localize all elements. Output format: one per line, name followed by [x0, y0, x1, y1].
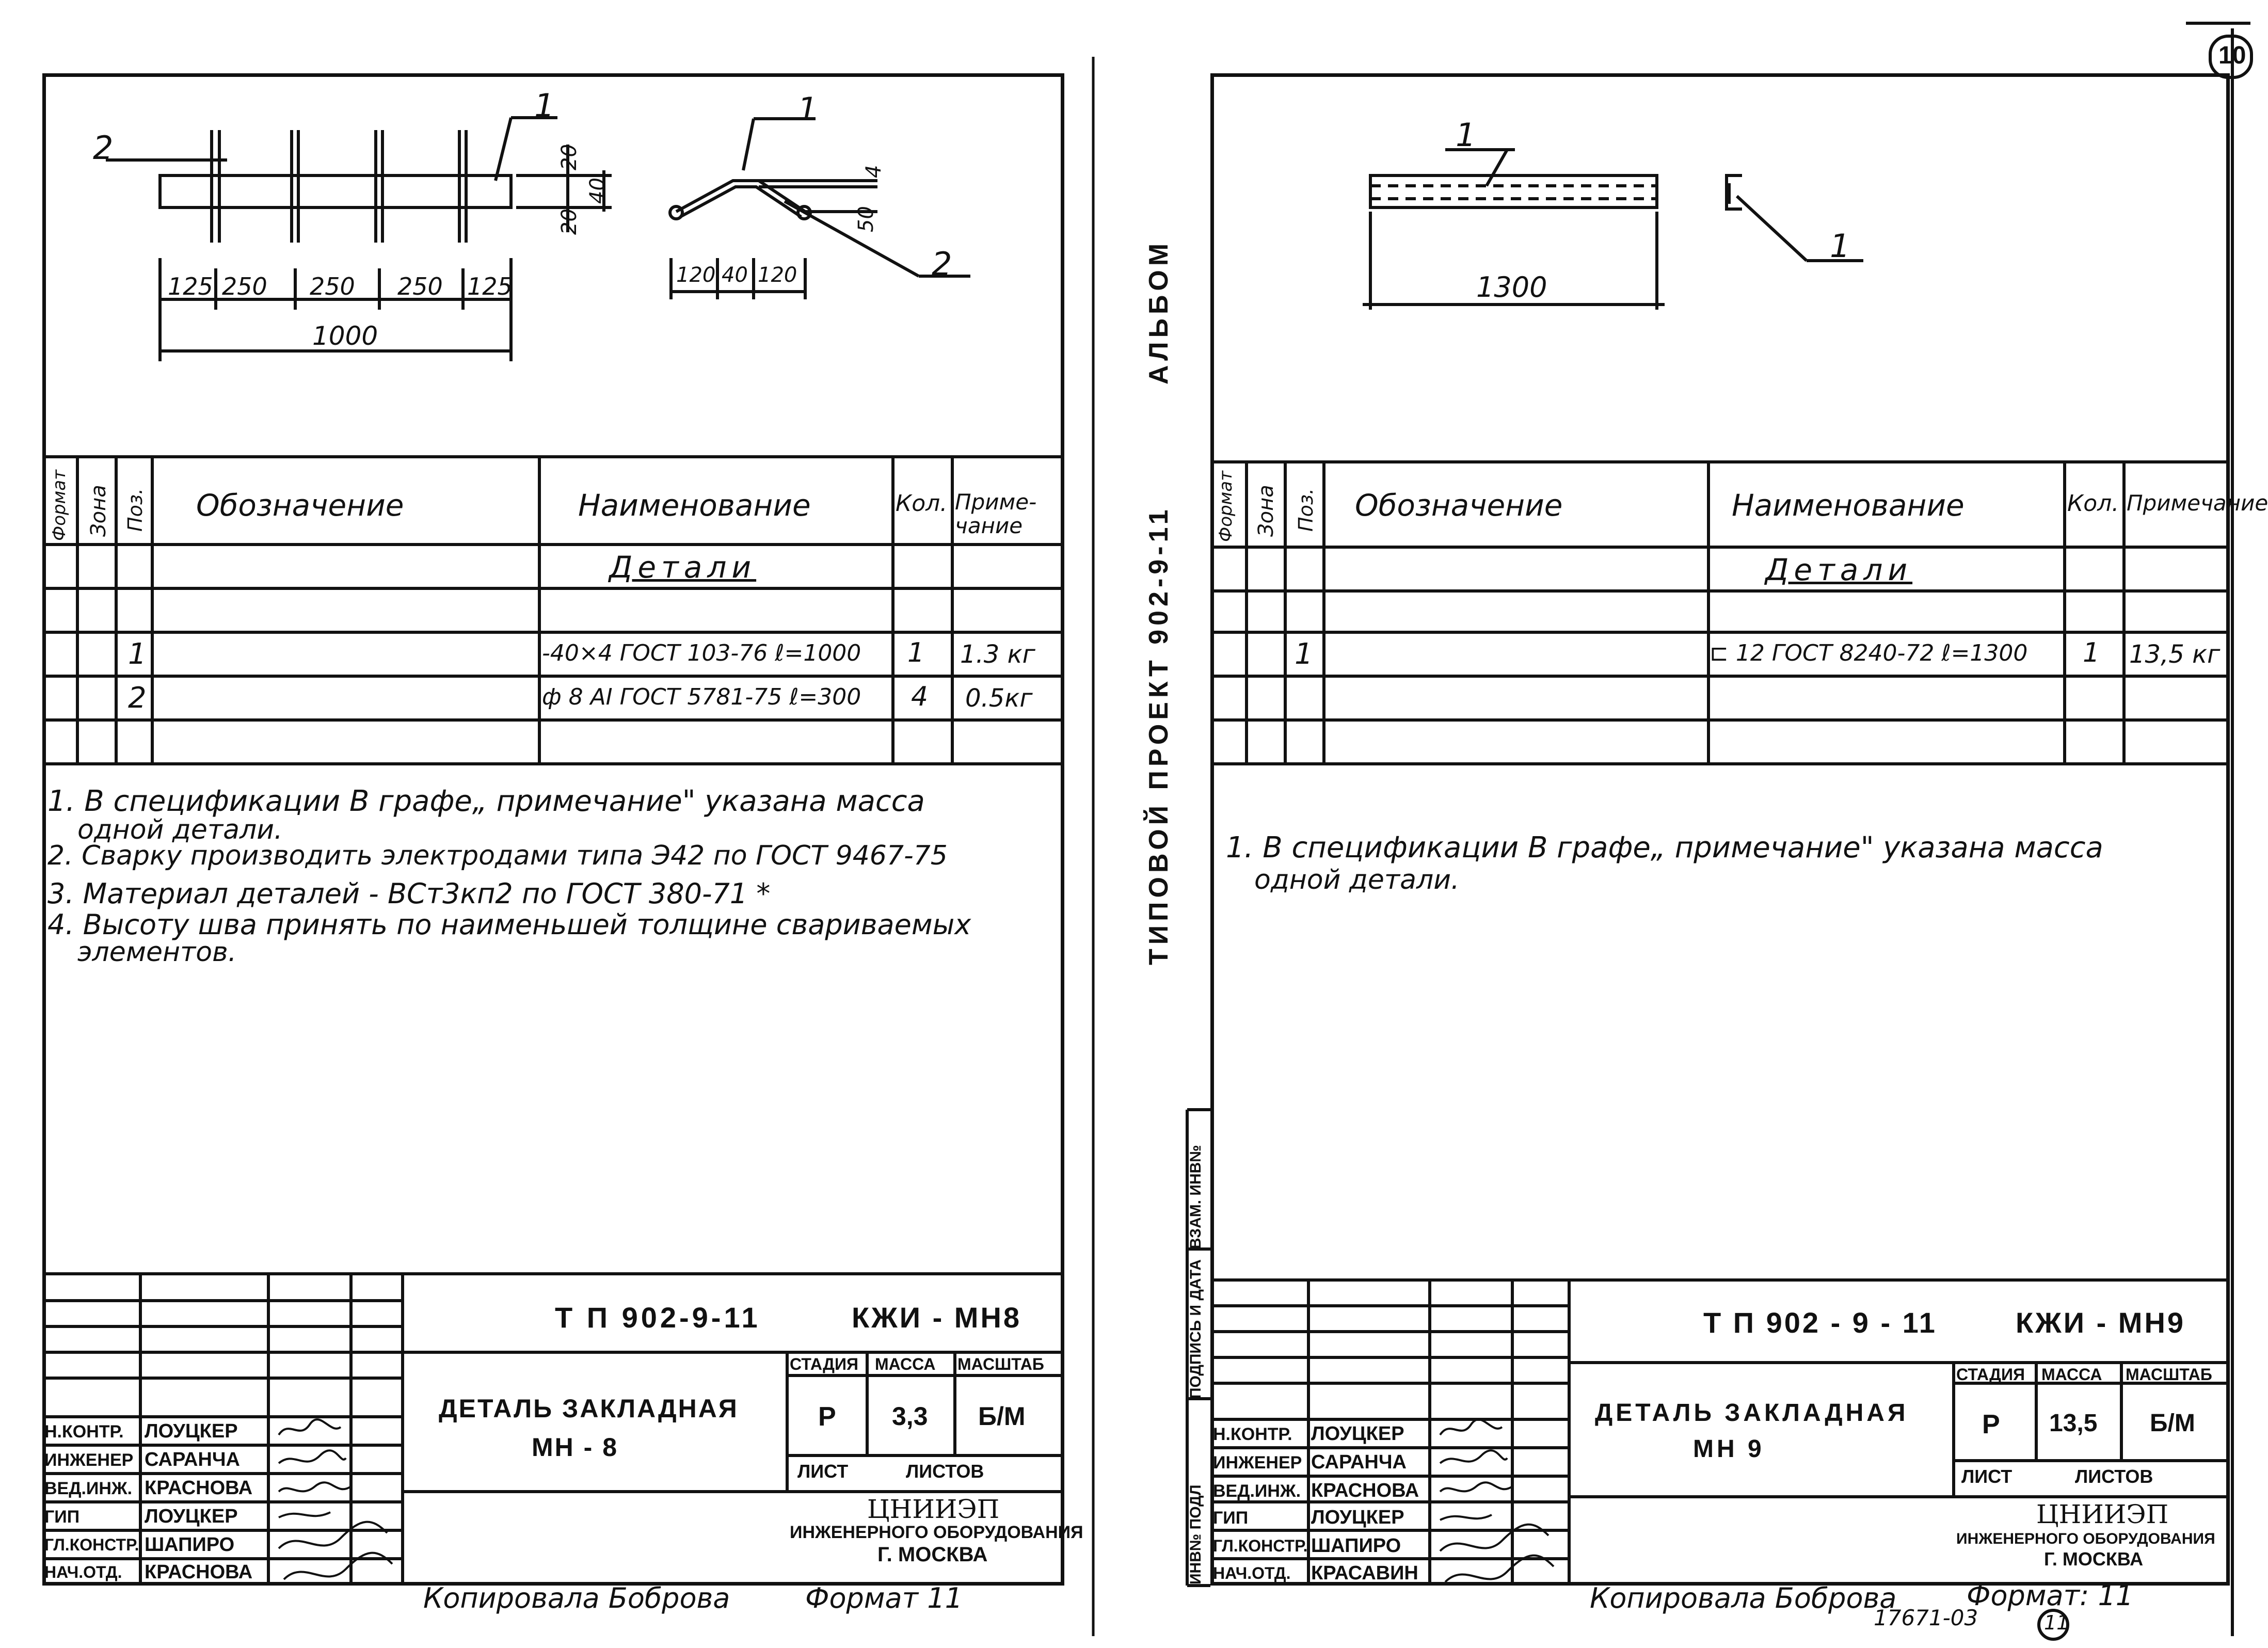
right-tb-sheet-h: ЛИСТ [1961, 1466, 2013, 1487]
right-row1-name: ⊏ 12 ГОСТ 8240-72 ℓ=1300 [1710, 640, 2028, 666]
right-header-pos: Поз. [1295, 488, 1317, 532]
left-tb-mass: 3,3 [892, 1402, 928, 1431]
left-role-6: НАЧ.ОТД. [44, 1563, 122, 1581]
left-role-3: ВЕД.ИНЖ. [44, 1479, 133, 1498]
right-spec-section: Детали [1765, 552, 1913, 587]
left-row2-name: ф 8 АI ГОСТ 5781-75 ℓ=300 [542, 684, 861, 710]
left-dim-250-b: 250 [310, 273, 355, 300]
side-strip-inv: ИНВ№ ПОДЛ [1187, 1484, 1204, 1585]
left-row2-pos: 2 [128, 681, 147, 715]
right-section-pos-1: 1 [1830, 227, 1850, 265]
left-note-3: 3. Материал деталей - ВСт3кп2 по ГОСТ 380-71 * [47, 877, 771, 910]
right-role-6-name: КРАСАВИН [1311, 1562, 1418, 1584]
right-tb-stage-h: СТАДИЯ [1956, 1365, 2025, 1384]
right-header-note: Примечание [2127, 490, 2268, 516]
left-header-zone: Зона [87, 485, 110, 537]
right-archive-number: 17671-03 [1874, 1605, 1978, 1630]
right-tb-stage: Р [1982, 1410, 2000, 1439]
left-tb-org-3: Г. МОСКВА [877, 1543, 988, 1566]
right-role-2-name: САРАНЧА [1311, 1451, 1407, 1473]
left-row1-pos: 1 [128, 637, 147, 671]
left-format: Формат 11 [805, 1582, 963, 1614]
right-dim-total: 1300 [1476, 271, 1547, 303]
left-tb-stage: Р [818, 1402, 836, 1432]
left-dim-125-right: 125 [467, 273, 513, 300]
right-row1-pos: 1 [1295, 637, 1313, 671]
left-tb-mass-h: МАССА [875, 1355, 936, 1373]
side-strip-sign: ПОДПИСЬ И ДАТА [1187, 1259, 1204, 1399]
right-header-designation: Обозначение [1355, 488, 1563, 523]
right-top-page-number: 10 [2218, 42, 2246, 69]
left-row1-note: 1.3 кг [960, 640, 1035, 669]
right-role-1: Н.КОНТР. [1213, 1425, 1292, 1444]
left-row2-qty: 4 [911, 681, 929, 712]
right-tb-org-2: ИНЖЕНЕРНОГО ОБОРУДОВАНИЯ [1956, 1530, 2215, 1547]
left-tb-sheets-h: ЛИСТОВ [906, 1461, 984, 1482]
right-row1-qty: 1 [2083, 637, 2100, 668]
left-role-2: ИНЖЕНЕР [44, 1450, 134, 1470]
right-role-3: ВЕД.ИНЖ. [1213, 1481, 1301, 1501]
right-format: Формат: 11 [1967, 1579, 2134, 1612]
right-header-qty: Кол. [2067, 490, 2119, 517]
right-role-5: ГЛ.КОНСТР. [1213, 1537, 1308, 1555]
left-note-4: 4. Высоту шва принять по наименьшей толщине свариваемых [47, 908, 971, 941]
right-tb-mass: 13,5 [2049, 1410, 2098, 1437]
left-tb-scale-h: МАСШТАБ [957, 1355, 1044, 1373]
right-role-4: ГИП [1213, 1508, 1249, 1528]
left-note-1: 1. В спецификации В графе„ примечание" указана масса [47, 785, 925, 818]
right-role-3-name: КРАСНОВА [1311, 1480, 1419, 1501]
right-tb-code: КЖИ - МН9 [2016, 1306, 2186, 1339]
right-tb-scale: Б/М [2150, 1410, 2195, 1437]
left-header-note: Приме-чание [955, 489, 1037, 538]
right-tb-sheets-h: ЛИСТОВ [2075, 1466, 2153, 1487]
left-role-2-name: САРАНЧА [145, 1449, 240, 1470]
right-header-format: Формат [1216, 471, 1236, 542]
right-role-1-name: ЛОУЦКЕР [1311, 1423, 1404, 1445]
left-header-qty: Кол. [896, 490, 948, 517]
right-role-5-name: ШАПИРО [1311, 1535, 1401, 1557]
right-role-4-name: ЛОУЦКЕР [1311, 1507, 1404, 1528]
left-dim-20-top: 20 [557, 144, 581, 170]
left-role-1-name: ЛОУЦКЕР [145, 1420, 238, 1442]
right-role-6: НАЧ.ОТД. [1213, 1564, 1291, 1582]
left-tb-title-1: ДЕТАЛЬ ЗАКЛАДНАЯ [439, 1394, 739, 1423]
left-pos-2-label: 2 [93, 129, 114, 167]
left-dim-50: 50 [854, 206, 878, 232]
spine-project: ТИПОВОЙ ПРОЕКТ 902-9-11 [1144, 505, 1174, 965]
left-tb-org-1: ЦНИИЭП [867, 1494, 1000, 1524]
left-dim-40: 40 [586, 178, 610, 204]
right-tb-project: Т П 902 - 9 - 11 [1703, 1306, 1937, 1339]
left-header-format: Формат [49, 470, 70, 541]
left-spec-section: Детали [609, 550, 757, 585]
right-tb-title-2: МН 9 [1693, 1435, 1765, 1463]
left-tb-stage-h: СТАДИЯ [790, 1355, 858, 1373]
left-note-2: 2. Сварку производить электродами типа Э42 по ГОСТ 9467-75 [47, 840, 948, 871]
right-signatures-image [1430, 1414, 1569, 1600]
left-tb-sheet-h: ЛИСТ [797, 1461, 849, 1482]
right-tb-mass-h: МАССА [2041, 1365, 2102, 1384]
left-section-pos-2: 2 [932, 245, 952, 283]
right-header-zone: Зона [1254, 485, 1278, 537]
left-dim-250-a: 250 [222, 273, 267, 300]
right-role-2: ИНЖЕНЕР [1213, 1453, 1302, 1473]
left-role-5-name: ШАПИРО [145, 1534, 235, 1556]
right-tb-scale-h: МАСШТАБ [2126, 1365, 2212, 1384]
left-section-pos-1: 1 [797, 90, 818, 128]
left-role-4-name: ЛОУЦКЕР [145, 1506, 238, 1527]
right-row1-note: 13,5 кг [2129, 640, 2221, 669]
right-note-1: 1. В спецификации В графе„ примечание" указана масса [1226, 831, 2103, 865]
left-tb-project: Т П 902-9-11 [555, 1301, 761, 1334]
left-tb-scale: Б/М [978, 1402, 1026, 1431]
left-header-name: Наименование [578, 488, 811, 523]
left-role-4: ГИП [44, 1507, 80, 1527]
left-dim-250-c: 250 [397, 273, 443, 300]
right-copied-by: Копировала Боброва [1590, 1582, 1897, 1614]
left-note-4-cont: элементов. [77, 937, 237, 968]
left-row2-note: 0.5кг [965, 684, 1033, 713]
left-dim-20-bottom: 20 [557, 209, 581, 235]
left-dim-total: 1000 [312, 321, 378, 351]
left-dim-40-mid: 40 [722, 263, 748, 287]
right-note-1-cont: одной детали. [1254, 865, 1460, 895]
right-tb-title-1: ДЕТАЛЬ ЗАКЛАДНАЯ [1595, 1399, 1909, 1427]
left-tb-title-2: МН - 8 [532, 1433, 618, 1462]
left-role-6-name: КРАСНОВА [145, 1561, 253, 1583]
left-role-5: ГЛ.КОНСТР. [44, 1535, 139, 1554]
left-copied-by: Копировала Боброва [423, 1582, 730, 1614]
left-row1-name: -40×4 ГОСТ 103-76 ℓ=1000 [542, 640, 861, 666]
left-dim-125-left: 125 [168, 273, 213, 300]
left-role-3-name: КРАСНОВА [145, 1477, 253, 1499]
left-header-pos: Поз. [124, 488, 147, 532]
spine-album: АЛЬБОМ [1144, 239, 1174, 385]
left-tb-code: КЖИ - МН8 [852, 1301, 1022, 1334]
left-tb-org-2: ИНЖЕНЕРНОГО ОБОРУДОВАНИЯ [790, 1523, 1083, 1542]
right-tb-org-3: Г. МОСКВА [2044, 1548, 2144, 1570]
right-pos-1-label: 1 [1456, 116, 1476, 154]
right-page-number: 11 [2044, 1611, 2069, 1634]
left-pos-1-label: 1 [534, 87, 555, 124]
left-role-1: Н.КОНТР. [44, 1422, 124, 1442]
left-row1-qty: 1 [907, 637, 925, 668]
left-dim-4: 4 [862, 165, 886, 178]
right-tb-org-1: ЦНИИЭП [2036, 1499, 2169, 1529]
right-header-name: Наименование [1732, 488, 1964, 523]
left-note-1-cont: одной детали. [77, 814, 283, 845]
left-dim-120-right: 120 [758, 263, 797, 287]
left-dim-120-left: 120 [676, 263, 716, 287]
side-strip-vzam: ВЗАМ. ИНВ№ [1187, 1145, 1204, 1249]
left-header-designation: Обозначение [196, 488, 404, 523]
